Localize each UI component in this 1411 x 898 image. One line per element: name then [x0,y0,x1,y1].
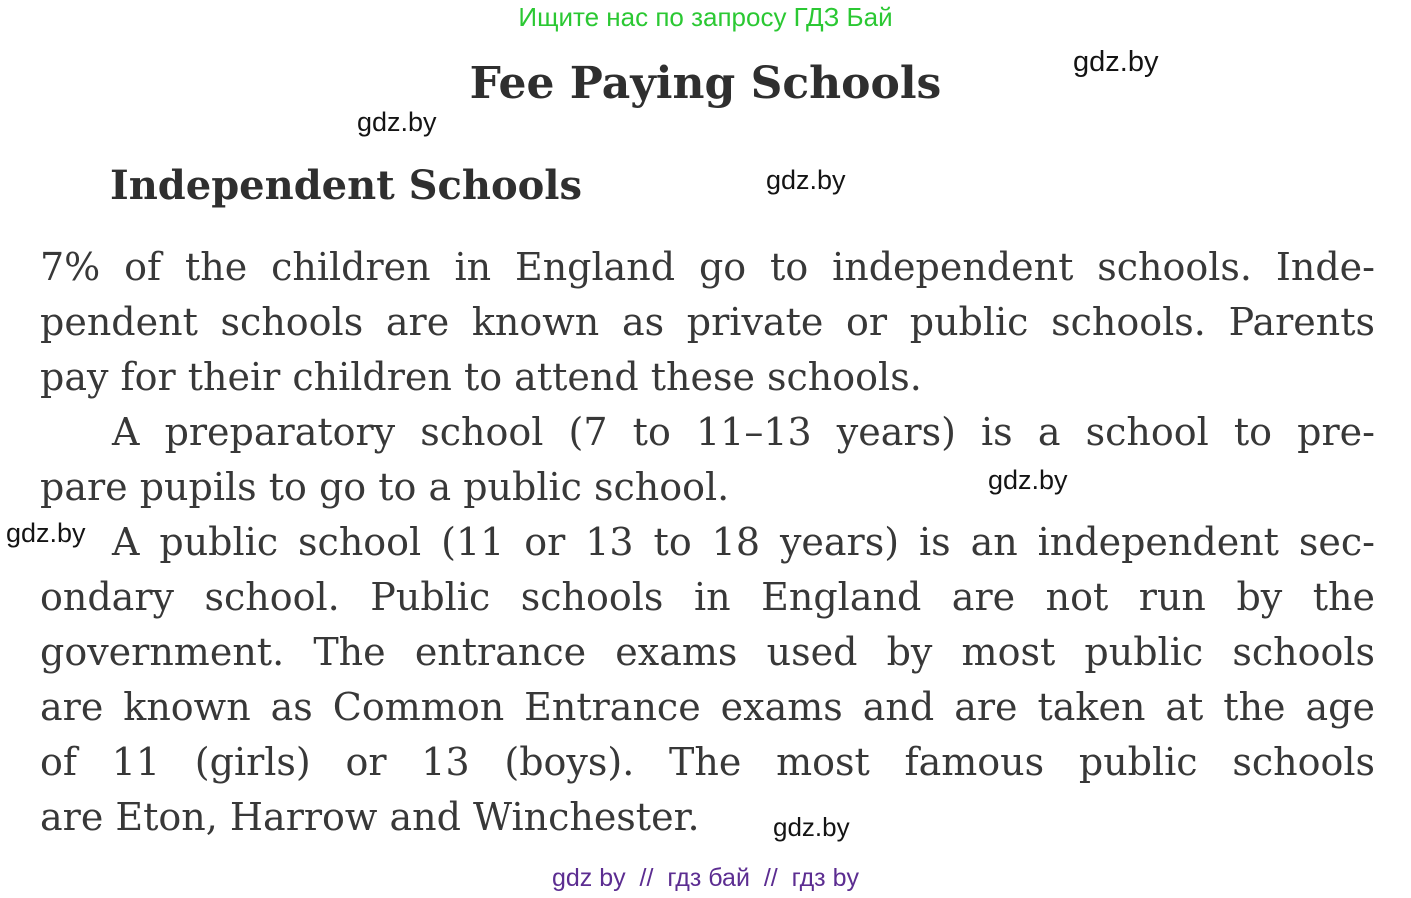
text-line: are Eton, Harrow and Winchester. [40,795,700,839]
text-line: A public school (11 or 13 to 18 years) is an independent sec- [112,520,1375,564]
gdz-watermark: gdz.by [1073,46,1159,78]
text-line: pare pupils to go to a public school. [40,465,730,509]
gdz-watermark: gdz.by [357,107,437,137]
gdz-watermark: gdz.by [988,465,1068,495]
text-line: 7% of the children in England go to independent schools. Inde- [40,245,1375,289]
text-line: ondary school. Public schools in England are not run by the [40,575,1375,619]
text-line: government. The entrance exams used by most public schools [40,630,1375,674]
gdz-watermark: gdz.by [773,812,850,842]
paragraph-3 [40,515,1375,845]
text-line: pay for their children to attend these schools. [40,355,922,399]
body-text [40,240,1375,845]
gdz-watermark: gdz.by [6,518,86,548]
text-line: are known as Common Entrance exams and are taken at the age [40,685,1375,729]
gdz-watermark: gdz.by [766,165,846,195]
site-footer-tags: gdz by // гдз бай // гдз by [551,864,859,892]
text-line: of 11 (girls) or 13 (boys). The most famous public schools [40,740,1375,784]
text-line: pendent schools are known as private or public schools. Parents [40,300,1375,344]
paragraph-1 [40,240,1375,405]
page-title: Fee Paying Schools [469,58,942,109]
text-line: A preparatory school (7 to 11–13 years) is a school to pre- [112,410,1375,454]
promo-banner: Ищите нас по запросу ГДЗ Бай [518,2,893,32]
paragraph-2 [40,405,1375,515]
section-heading: Independent Schools [110,162,583,209]
